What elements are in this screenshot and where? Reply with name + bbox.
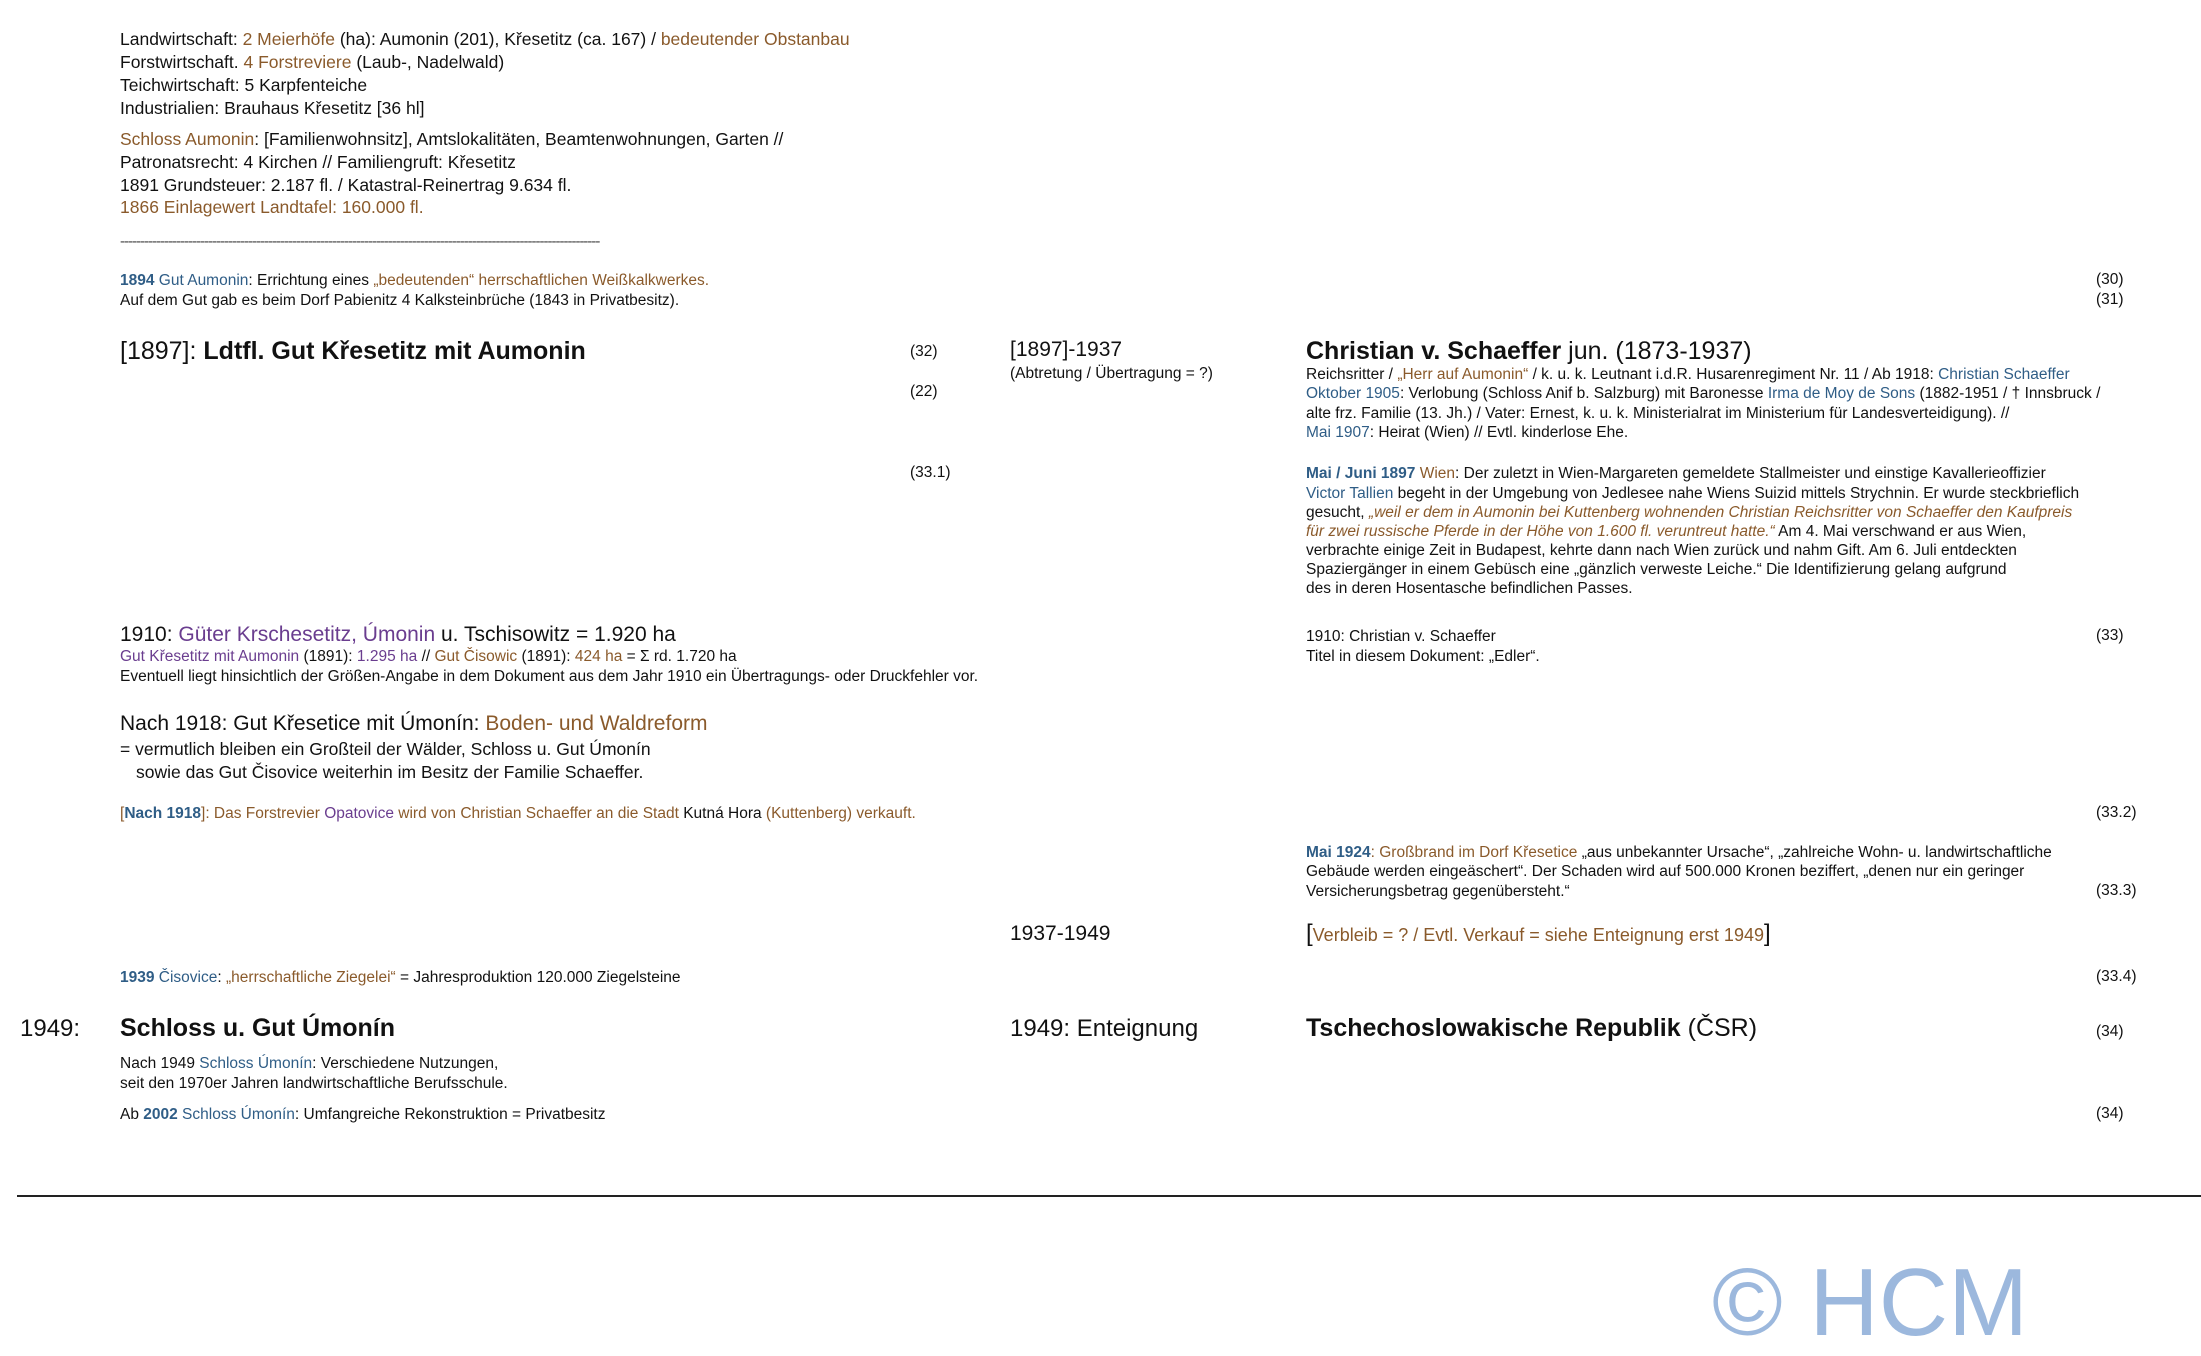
reform-line: sowie das Gut Čisovice weiterhin im Besitz der Familie Schaeffer. <box>136 762 644 782</box>
text: 2 Meierhöfe <box>242 29 335 49</box>
text: [1897]: <box>120 337 204 365</box>
text: Güter Krschesetitz, Úmonin <box>178 623 436 646</box>
owner-detail <box>1306 365 2070 385</box>
text: u. Tschisowitz = 1.920 ha <box>435 623 676 646</box>
text: : [Familienwohnsitz], Amtslokalitäten, Beamtenwohnungen, Garten // <box>254 129 784 149</box>
text: (1882-1951 / † Innsbruck / <box>1915 385 2101 402</box>
year-1949: 1949: <box>20 1015 81 1042</box>
text: jun. (1873-1937) <box>1561 337 1752 365</box>
text: „herrschaftliche Ziegelei“ <box>226 969 396 986</box>
owner-1910: 1910: Christian v. Schaeffer <box>1306 628 1496 645</box>
agriculture-line <box>120 28 850 51</box>
text: wird von Christian Schaeffer an die Stadt <box>393 805 684 822</box>
text: für zwei russische Pferde in der Höhe von 1.600 fl. veruntreut hatte.“ <box>1306 523 1775 540</box>
fire-line: Versicherungsbetrag gegenübersteht.“ <box>1306 883 1570 900</box>
text: = Jahresproduktion 120.000 Ziegelsteine <box>395 969 681 986</box>
footnote-ref: (33.4) <box>2096 968 2137 985</box>
text: (1891): <box>299 648 357 665</box>
text: Boden- und Waldreform <box>485 712 708 735</box>
tallien-line <box>1306 503 2072 523</box>
text: Nach 1918: Gut Křesetice mit Úmonín: <box>120 712 486 735</box>
lime-works-line <box>120 271 709 291</box>
text: (Laub-, Nadelwald) <box>351 52 505 72</box>
footnote-ref: (30) <box>2096 271 2124 288</box>
text: 1.295 ha <box>356 648 418 665</box>
text: Christian Schaeffer <box>1938 366 2070 383</box>
quarries-line: Auf dem Gut gab es beim Dorf Pabienitz 4 Kalksteinbrüche (1843 in Privatbesitz). <box>120 292 680 309</box>
tallien-line <box>1306 484 2079 504</box>
text: : Der zuletzt in Wien-Margareten gemeldete Stallmeister und einstige Kavallerieoffizier <box>1455 465 2046 482</box>
footnote-ref: (34) <box>2096 1105 2124 1122</box>
footnote-ref: (32) <box>910 343 938 360</box>
area-line <box>120 647 737 667</box>
text: / k. u. k. Leutnant i.d.R. Husarenregiment Nr. 11 / Ab 1918: <box>1528 366 1939 383</box>
text: „aus unbekannter Ursache“, „zahlreiche Wohn- u. landwirtschaftliche <box>1581 844 2052 861</box>
footnote-ref: (33.2) <box>2096 804 2137 821</box>
owner-detail: alte frz. Familie (13. Jh.) / Vater: Ernest, k. u. k. Ministerialrat im Ministerium für Landesverteidigung). // <box>1306 405 2010 422</box>
text: 1894 <box>120 272 155 289</box>
text: Mai 1907 <box>1306 424 1370 441</box>
text: Tschechoslowakische Republik <box>1306 1014 1681 1042</box>
text: Nach 1918 <box>124 805 202 822</box>
fire-line <box>1306 843 2052 863</box>
footnote-ref: (34) <box>2096 1023 2124 1040</box>
text: : Umfangreiche Rekonstruktion = Privatbesitz <box>294 1106 606 1123</box>
whereabouts-note <box>1306 921 1771 948</box>
period-1897: [1897]-1937 <box>1010 338 1123 361</box>
owner-schaeffer <box>1306 336 1752 366</box>
section-title-1910 <box>120 622 676 648</box>
bottom-divider <box>17 1195 2201 1197</box>
tallien-line: verbrachte einige Zeit in Budapest, kehrte dann nach Wien zurück und nahm Gift. Am 6. Juli entdeckten <box>1306 542 2017 559</box>
text: : Verlobung (Schloss Anif b. Salzburg) mit Baronesse <box>1399 385 1768 402</box>
owner-detail <box>1306 384 2100 404</box>
text: [ <box>120 805 125 822</box>
text: Mai / Juni 1897 <box>1306 465 1416 482</box>
text: : Großbrand im Dorf Křesetice <box>1370 844 1582 861</box>
text: 2002 <box>143 1106 178 1123</box>
text: Wien <box>1415 465 1456 482</box>
text: gesucht, <box>1306 504 1369 521</box>
text: Christian v. Schaeffer <box>1306 337 1562 365</box>
industry-line: Industrialien: Brauhaus Křesetitz [36 hl] <box>120 98 425 118</box>
text: Gut Aumonin <box>154 272 249 289</box>
reconstruction-line <box>120 1105 606 1125</box>
text: „Herr auf Aumonin“ <box>1397 366 1529 383</box>
copyright-watermark: © HCM <box>1712 1249 2029 1356</box>
text: Gut Čisowic <box>434 648 518 665</box>
title-note: Titel in diesem Dokument: „Edler“. <box>1306 648 1540 665</box>
note-line: Eventuell liegt hinsichtlich der Größen-Angabe in dem Dokument aus dem Jahr 1910 ein Übertragungs- oder Druckfehler vor. <box>120 668 979 685</box>
section-title-1949: Schloss u. Gut Úmonín <box>120 1014 396 1042</box>
text: Oktober 1905 <box>1306 385 1400 402</box>
castle-line <box>120 128 783 151</box>
footnote-ref: (33) <box>2096 627 2124 644</box>
footnote-ref: (31) <box>2096 291 2124 308</box>
dashed-separator: ------------------------------------------------------------------------------------------------------------------------ <box>120 233 600 250</box>
text: Schloss Úmonín <box>199 1055 313 1072</box>
text: Opatovice <box>324 805 394 822</box>
text: : Errichtung eines <box>248 272 374 289</box>
land-value-line: 1866 Einlagewert Landtafel: 160.000 fl. <box>120 197 424 217</box>
text: Kutná Hora <box>683 805 762 822</box>
text: „bedeutenden“ herrschaftlichen Weißkalkwerkes. <box>373 272 710 289</box>
text: = Σ rd. 1.720 ha <box>622 648 737 665</box>
expropriation: 1949: Enteignung <box>1010 1015 1199 1042</box>
text: „weil er dem in Aumonin bei Kuttenberg wohnenden Christian Reichsritter von Schaeffer den Kaufpreis <box>1368 504 2073 521</box>
text: (1891): <box>517 648 575 665</box>
reform-line: = vermutlich bleiben ein Großteil der Wälder, Schloss u. Gut Úmonín <box>120 739 651 759</box>
forestry-line <box>120 51 504 74</box>
text: (ČSR) <box>1680 1014 1758 1042</box>
owner-detail <box>1306 423 1628 443</box>
section-title-1918 <box>120 711 708 737</box>
text: bedeutender Obstanbau <box>660 29 850 49</box>
text: Am 4. Mai verschwand er aus Wien, <box>1774 523 2027 540</box>
text: Schloss Aumonin <box>120 129 255 149</box>
text: : Heirat (Wien) // Evtl. kinderlose Ehe. <box>1369 424 1629 441</box>
usage-line: seit den 1970er Jahren landwirtschaftliche Berufsschule. <box>120 1075 508 1092</box>
text: 1939 <box>120 969 155 986</box>
footnote-ref: (33.1) <box>910 464 951 481</box>
text: 4 Forstreviere <box>243 52 352 72</box>
tallien-line <box>1306 522 2026 542</box>
tallien-line <box>1306 464 2046 484</box>
text: 424 ha <box>574 648 623 665</box>
owner-csr <box>1306 1013 1757 1043</box>
tallien-line: des in deren Hosentasche befindlichen Passes. <box>1306 580 1633 597</box>
text: Gut Křesetitz mit Aumonin <box>120 648 300 665</box>
footnote-ref: (33.3) <box>2096 882 2137 899</box>
fishery-line: Teichwirtschaft: 5 Karpfenteiche <box>120 75 368 95</box>
forest-sale-line <box>120 804 916 824</box>
text: Nach 1949 <box>120 1055 200 1072</box>
text: (Kuttenberg) verkauft. <box>761 805 916 822</box>
patronage-line: Patronatsrecht: 4 Kirchen // Familiengruft: Křesetitz <box>120 152 516 172</box>
text: begeht in der Umgebung von Jedlesee nahe Wiens Suizid mittels Strychnin. Er wurde steckbrieflich <box>1393 485 2080 502</box>
usage-line <box>120 1054 498 1074</box>
text: 1910: <box>120 623 179 646</box>
brickworks-line <box>120 968 681 988</box>
tallien-line: Spaziergänger in einem Gebüsch eine „gänzlich verweste Leiche.“ Die Identifizierung gelang aufgrund <box>1306 561 2007 578</box>
text: ] <box>1763 920 1771 947</box>
text: Verbleib = ? / Evtl. Verkauf = siehe Enteignung erst 1949 <box>1312 925 1764 945</box>
text: ]: Das Forstrevier <box>201 805 325 822</box>
period-note: (Abtretung / Übertragung = ?) <box>1010 365 1213 382</box>
text: Schloss Úmonín <box>177 1106 295 1123</box>
text: Irma de Moy de Sons <box>1767 385 1916 402</box>
text: Victor Tallien <box>1306 485 1394 502</box>
text: Čisovice <box>154 969 218 986</box>
footnote-ref: (22) <box>910 383 938 400</box>
text: Ldtfl. Gut Křesetitz mit Aumonin <box>203 337 586 365</box>
section-title-1897 <box>120 336 586 366</box>
text: : <box>217 969 226 986</box>
text: Ab <box>120 1106 144 1123</box>
text: (ha): Aumonin (201), Křesetitz (ca. 167) / <box>334 29 661 49</box>
text: [ <box>1306 920 1313 947</box>
text: Reichsritter / <box>1306 366 1398 383</box>
text: // <box>417 648 435 665</box>
text: Landwirtschaft: <box>120 29 243 49</box>
period-1937: 1937-1949 <box>1010 922 1111 945</box>
fire-line: Gebäude werden eingeäschert“. Der Schaden wird auf 500.000 Kronen beziffert, „denen nur ein geringer <box>1306 863 2025 880</box>
tax-line: 1891 Grundsteuer: 2.187 fl. / Katastral-Reinertrag 9.634 fl. <box>120 175 572 195</box>
text: Mai 1924 <box>1306 844 1371 861</box>
text: Forstwirtschaft. <box>120 52 244 72</box>
text: : Verschiedene Nutzungen, <box>312 1055 499 1072</box>
